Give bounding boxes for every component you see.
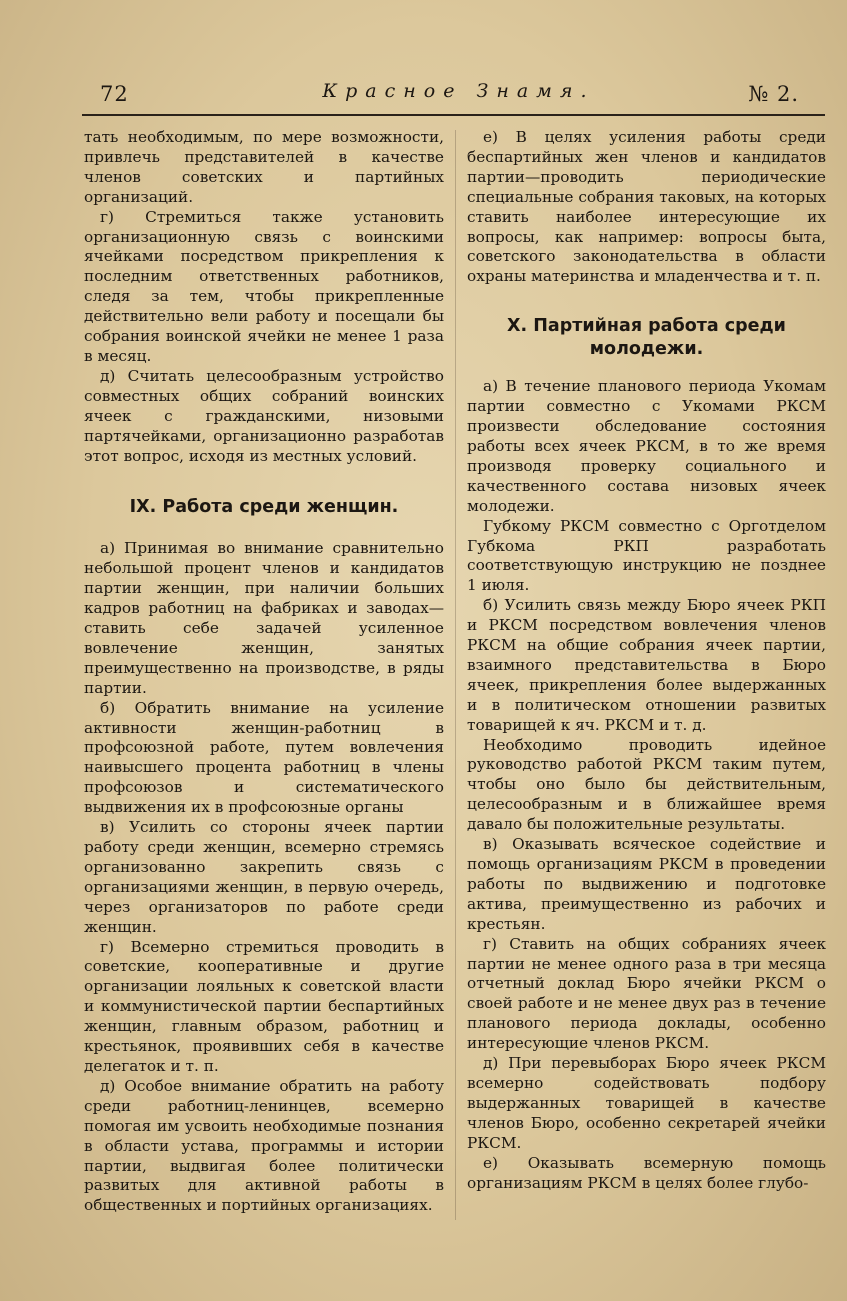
issue-number: № 2.: [748, 82, 799, 106]
paragraph: д) Считать целесообразным устройство совместных общих собраний воинских ячеек с гражданскими, низовыми партячейками, организационно разработав этот вопрос, исходя из местных условий.: [84, 366, 444, 465]
paragraph: е) Оказывать всемерную помощь организациям РКСМ в целях более глубо-: [467, 1153, 826, 1192]
paragraph: а) Принимая во внимание сравнительно небольшой процент членов и кандидатов партии женщин, при наличии больших кадров работниц на фабриках и заводах—ставить себе задачей усиленное вовлечение женщин, занятых преимущественно на производстве, в ряды партии.: [84, 539, 444, 697]
paragraph: д) При перевыборах Бюро ячеек РКСМ всемерно содействовать подбору выдержанных товарищей в качестве членов Бюро, особенно секретарей ячейки РКСМ.: [467, 1054, 826, 1152]
journal-title: Красное Знамя.: [322, 80, 595, 102]
left-column: [84, 128, 444, 1216]
column-divider: [455, 130, 456, 1220]
running-header: [100, 78, 817, 112]
paragraph: г) Ставить на общих собраниях ячеек партии не менее одного раза в три месяца отчетный доклад Бюро ячейки РКСМ о своей работе и не менее двух раз в течение планового периода доклады, особенно интересующие членов РКСМ.: [467, 934, 826, 1053]
page-number: 72: [100, 82, 129, 106]
paragraph: д) Особое внимание обратить на работу среди работниц-ленинцев, всемерно помогая им усвоить необходимые познания в области устава, программы и истории партии, выдвигая более политически развитых для активной работы в общественных и портийных организациях.: [84, 1076, 444, 1215]
paragraph: Необходимо проводить идейное руководство работой РКСМ таким путем, чтобы оно было бы действительным, целесообразным и в ближайшее время давало бы положительные результаты.: [467, 735, 826, 834]
header-rule: [82, 114, 825, 116]
paragraph: в) Оказывать всяческое содействие и помощь организациям РКСМ в проведении работы по выдвижению и подготовке актива, преимущественно из рабочих и крестьян.: [467, 835, 826, 933]
section-heading: X. Партийная работа среди молодежи.: [507, 316, 786, 360]
paragraph: тать необходимым, по мере возможности, привлечь представителей в качестве членов советских и партийных организаций.: [84, 128, 444, 206]
paragraph: г) Всемерно стремиться проводить в советские, кооперативные и другие организации лояльных к советской власти и коммунистической партии беспартийных женщин, главным образом, работниц и крестьянок, проявивших себя в качестве делегаток и т. п.: [84, 937, 444, 1075]
paragraph: б) Обратить внимание на усиление активности женщин-работниц в профсоюзной работе, путем вовлечения наивысшего процента работниц в члены профсоюзов и систематического выдвижения их в профсоюзные органы: [84, 698, 444, 817]
paragraph: Губкому РКСМ совместно с Орготделом Губкома РКП разработать соответствующую инструкцию не позднее 1 июля.: [467, 516, 826, 595]
paragraph: б) Усилить связь между Бюро ячеек РКП и РКСМ посредством вовлечения членов РКСМ на общие собрания ячеек партии, взаимного представительства в Бюро ячеек, прикрепления более выдержанных и в политическом отношении развитых товарищей к яч. РКСМ и т. д.: [467, 596, 826, 734]
paragraph: в) Усилить со стороны ячеек партии работу среди женщин, всемерно стремясь организованно закрепить связь с организациями женщин, в первую очередь, через организаторов по работе среди женщин.: [84, 818, 444, 936]
paragraph: е) В целях усиления работы среди беспартийных жен членов и кандидатов партии—проводить периодические специальные собрания таковых, на которых ставить наиболее интересующие их вопросы, как например: вопросы быта, советского законодательства в области охраны материнства и младенчества и т. п.: [467, 128, 826, 286]
right-column: [467, 128, 826, 1193]
section-heading: IX. Работа среди женщин.: [129, 497, 399, 518]
paragraph: г) Стремиться также установить организационную связь с воинскими ячейками посредством прикрепления к последним ответственных работников, следя за тем, чтобы прикрепленные действительно вели работу и посещали бы собрания воинской ячейки не менее 1 раза в месяц.: [84, 207, 444, 365]
paragraph: а) В течение планового периода Укомам партии совместно с Укомами РКСМ произвести обследование состояния работы всех ячеек РКСМ, в то же время производя проверку социального и качественного состава низовых ячеек молодежи.: [467, 377, 826, 515]
